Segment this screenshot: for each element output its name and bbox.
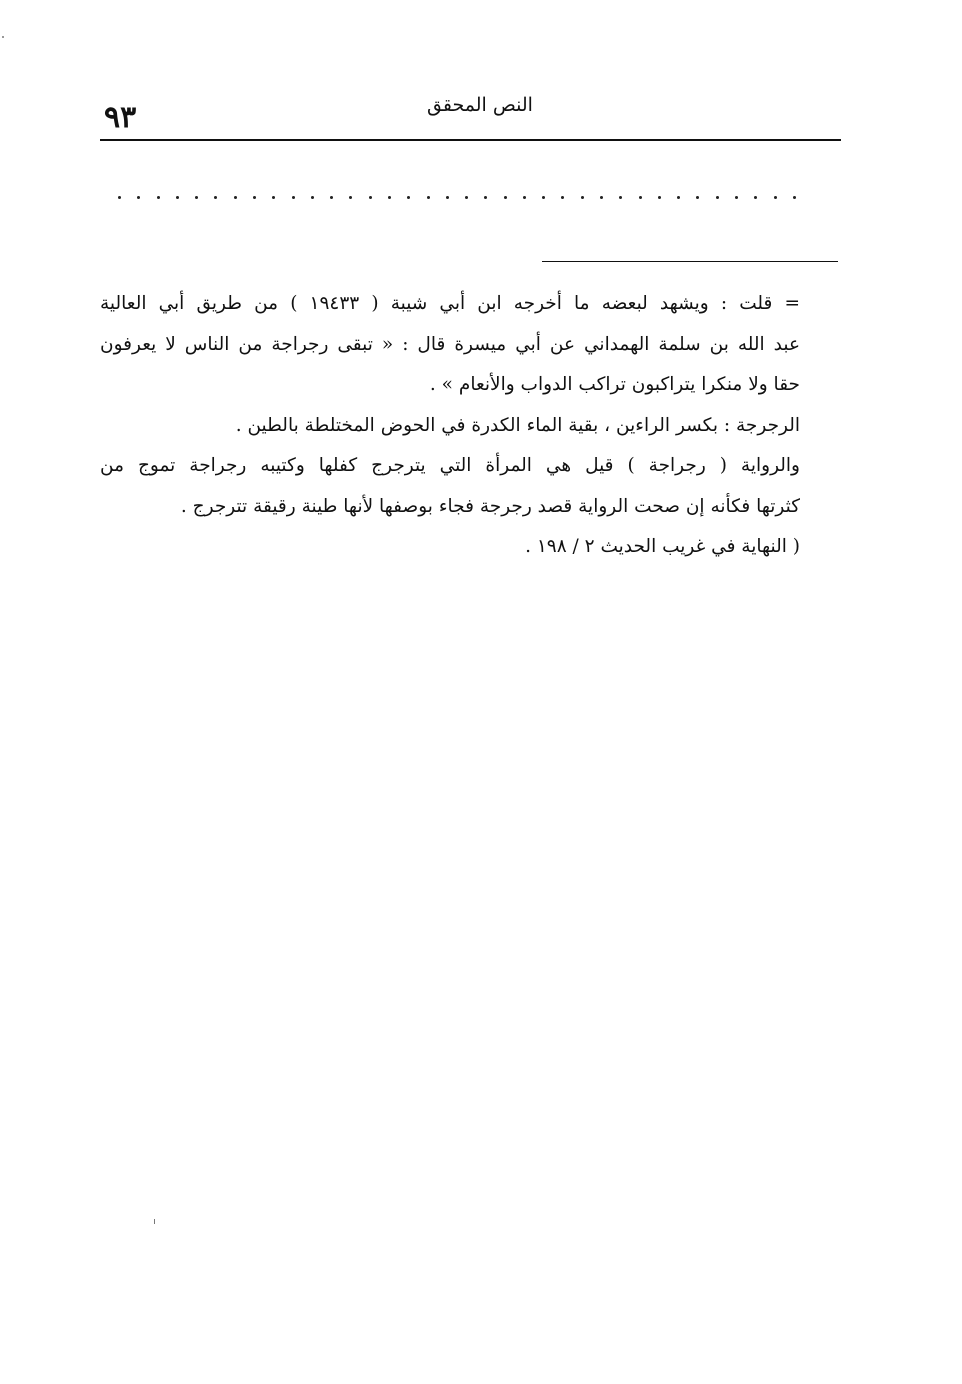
footnote-line: حقا ولا منكرا يتراكبون تراكب الدواب والأنعام » . xyxy=(429,374,800,395)
footnote-block xyxy=(100,284,800,568)
omission-dot xyxy=(619,196,622,199)
omission-dot xyxy=(677,196,680,199)
omission-dot xyxy=(716,196,719,199)
omission-dot xyxy=(600,196,603,199)
omission-dot xyxy=(195,196,198,199)
omission-dot xyxy=(561,196,564,199)
omission-dot xyxy=(446,196,449,199)
omission-dot xyxy=(253,196,256,199)
scan-speck xyxy=(2,36,4,38)
omission-dot xyxy=(793,196,796,199)
omission-dot xyxy=(272,196,275,199)
omission-dot xyxy=(137,196,140,199)
scan-speck xyxy=(154,1219,155,1224)
omission-dot xyxy=(658,196,661,199)
omission-dot xyxy=(523,196,526,199)
omission-dot xyxy=(388,196,391,199)
footnote-line: ( النهاية في غريب الحديث ٢ / ١٩٨ . xyxy=(525,536,800,557)
page-number: ٩٣ xyxy=(104,100,137,135)
omission-dot xyxy=(696,196,699,199)
footnote-separator xyxy=(542,261,838,262)
omission-dot xyxy=(774,196,777,199)
omission-dot xyxy=(157,196,160,199)
omission-dot xyxy=(330,196,333,199)
omission-dot xyxy=(465,196,468,199)
omission-dot xyxy=(349,196,352,199)
omission-dot xyxy=(292,196,295,199)
footnote-line: عبد الله بن سلمة الهمداني عن أبي ميسرة قال : « تبقى رجراجة من الناس لا يعرفون xyxy=(100,333,800,355)
omission-dot xyxy=(639,196,642,199)
footnote-line: والرواية ( رجراجة ) قيل هي المرأة التي يترجرج كفلها وكتيبه رجراجة تموج من xyxy=(100,455,800,476)
running-title: النص المحقق xyxy=(427,94,533,116)
footnote-line: الرجرجة : بكسر الراءين ، بقية الماء الكدرة في الحوض المختلطة بالطين . xyxy=(235,414,800,436)
omission-dot xyxy=(427,196,430,199)
omission-dot xyxy=(735,196,738,199)
omission-dot xyxy=(407,196,410,199)
omission-dot xyxy=(176,196,179,199)
omission-dots xyxy=(118,196,796,199)
omission-dot xyxy=(311,196,314,199)
omission-dot xyxy=(581,196,584,199)
omission-dot xyxy=(214,196,217,199)
footnote-line: = قلت : ويشهد لبعضه ما أخرجه ابن أبي شيبة ( ١٩٤٣٣ ) من طريق أبي العالية xyxy=(100,293,800,314)
omission-dot xyxy=(484,196,487,199)
omission-dot xyxy=(754,196,757,199)
omission-dot xyxy=(234,196,237,199)
header-rule xyxy=(100,139,841,141)
omission-dot xyxy=(369,196,372,199)
omission-dot xyxy=(504,196,507,199)
footnote-line: كثرتها فكأنه إن صحت الرواية قصد رجرجة فجاء بوصفها لأنها طينة رقيقة تترجرج . xyxy=(180,495,800,517)
omission-dot xyxy=(118,196,121,199)
omission-dot xyxy=(542,196,545,199)
